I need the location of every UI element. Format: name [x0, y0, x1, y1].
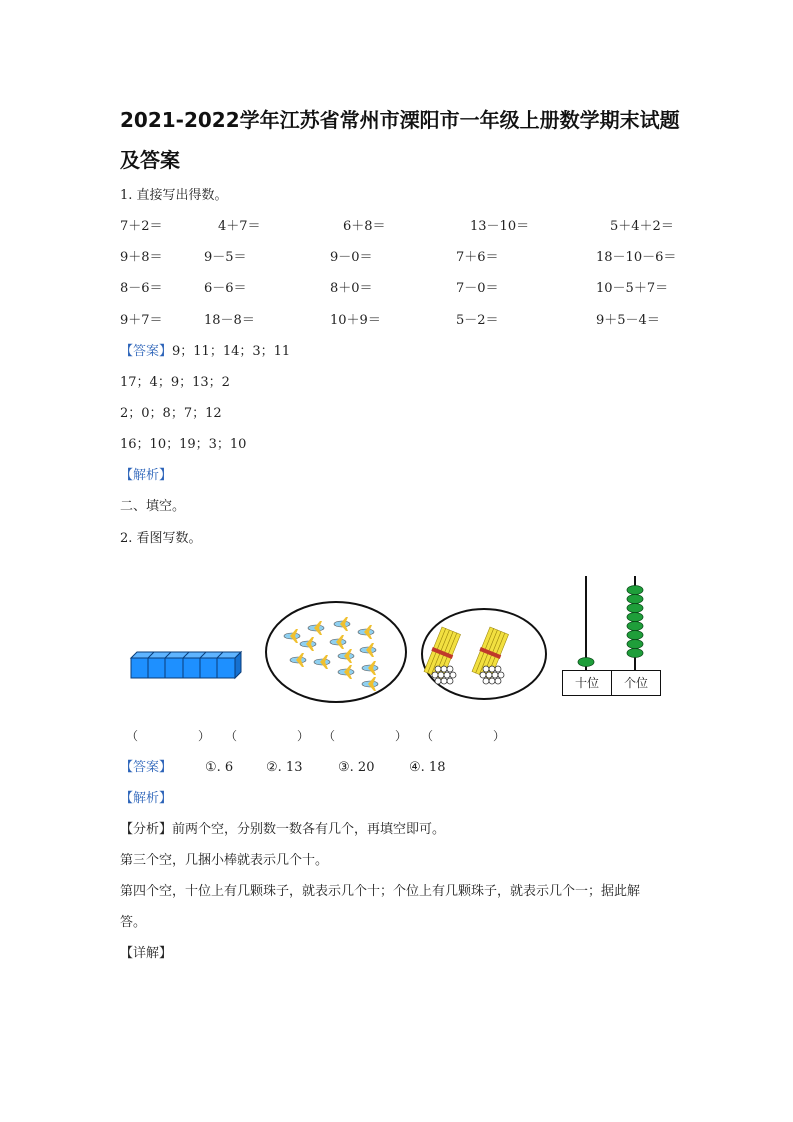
q1-cell: 5－2＝	[456, 313, 499, 328]
q1-answer	[120, 344, 290, 360]
answer-line: 2；0；8；7；12	[120, 406, 222, 421]
explanation-line: 【分析】前两个空，分别数一数各有几个，再填空即可。	[120, 822, 446, 837]
q2-answer: ③. 20	[338, 760, 375, 775]
q1-cell: 10－5＋7＝	[596, 281, 669, 296]
q2-answer: ①. 6	[205, 760, 234, 775]
q1-cell: 9－0＝	[330, 250, 373, 265]
q1-cell: 6－6＝	[204, 281, 247, 296]
q1-cell: 9－5＝	[204, 250, 247, 265]
q2-heading: 2. 看图写数。	[120, 531, 202, 546]
abacus-tens-label: 十位	[563, 671, 612, 695]
q1-cell: 4＋7＝	[218, 219, 261, 234]
answer-line: 16；10；19；3；10	[120, 437, 247, 452]
q2-answer: ④. 18	[409, 760, 446, 775]
q2-answer: ②. 13	[266, 760, 303, 775]
answer-blank: （ ）	[323, 729, 408, 743]
q1-cell: 18－10－6＝	[596, 250, 677, 265]
q1-cell: 9＋8＝	[120, 250, 163, 265]
q1-cell: 10＋9＝	[330, 313, 381, 328]
explanation-line: 第四个空，十位上有几颗珠子，就表示几个十；个位上有几颗珠子，就表示几个一；据此解	[120, 884, 641, 899]
q2-analysis-label: 【解析】	[120, 791, 173, 806]
q1-cell: 7＋6＝	[456, 250, 499, 265]
explanation-line: 答。	[120, 915, 147, 930]
q1-cell: 9＋7＝	[120, 313, 163, 328]
answer-line: 9；11；14；3；11	[172, 344, 291, 359]
abacus-rods	[560, 574, 670, 672]
cube-row-figure	[128, 650, 243, 682]
page-title: 2021-2022学年江苏省常州市溧阳市一年级上册数学期末试题及答案	[120, 108, 680, 172]
abacus-figure	[560, 574, 670, 698]
q1-cell: 8－6＝	[120, 281, 163, 296]
answer-line: 17；4；9；13；2	[120, 375, 230, 390]
q1-heading: 1. 直接写出得数。	[120, 188, 228, 203]
q1-cell: 6＋8＝	[343, 219, 386, 234]
answer-label: 【答案】	[120, 344, 173, 359]
answer-blank: （ ）	[225, 729, 310, 743]
q1-cell: 7－0＝	[456, 281, 499, 296]
q1-cell: 8＋0＝	[330, 281, 373, 296]
answer-blank: （ ）	[126, 729, 211, 743]
planes-figure	[262, 598, 410, 706]
stick-bundles-figure	[418, 605, 550, 703]
q1-cell: 7＋2＝	[120, 219, 163, 234]
explanation-line: 第三个空，几捆小棒就表示几个十。	[120, 853, 329, 868]
q1-cell: 18－8＝	[204, 313, 255, 328]
q1-cell: 13－10＝	[470, 219, 530, 234]
q1-cell: 5＋4＋2＝	[610, 219, 674, 234]
analysis-label: 【解析】	[120, 468, 173, 483]
answer-blank: （ ）	[421, 729, 506, 743]
q2-answer-label: 【答案】	[120, 760, 173, 775]
abacus-ones-label: 个位	[623, 676, 648, 690]
q1-cell: 9＋5－4＝	[596, 313, 660, 328]
detail-label: 【详解】	[120, 946, 173, 961]
section-heading: 二、填空。	[120, 499, 186, 514]
